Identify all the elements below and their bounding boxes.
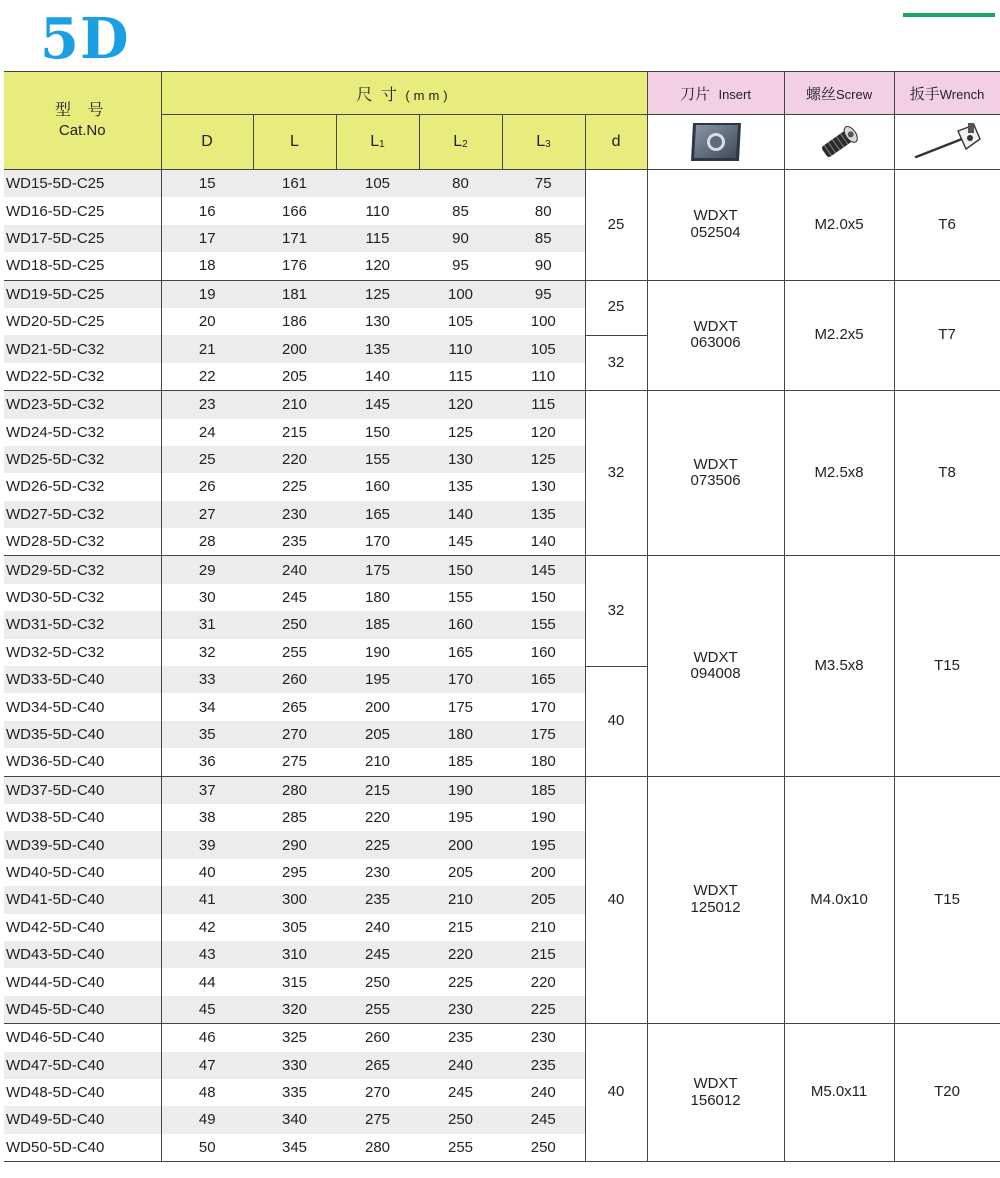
- cell-L: 230: [253, 501, 336, 528]
- cell-insert: WDXT 063006: [647, 280, 784, 391]
- cat-no-cell: WD23-5D-C32: [4, 391, 161, 419]
- cell-L: 235: [281, 533, 308, 551]
- cell-L1: 155: [336, 446, 419, 473]
- cell-shank-d: 40: [585, 666, 647, 776]
- header-col-L1: [336, 115, 419, 170]
- cell-L3: 135: [502, 501, 585, 528]
- cell-L: 260: [253, 666, 336, 693]
- cell-D: 34: [198, 698, 216, 716]
- header-dimensions-unit: (mm): [405, 87, 452, 103]
- cell-L3: 215: [502, 941, 585, 968]
- cat-no-cell: WD32-5D-C32: [4, 639, 161, 666]
- cell-L3: 90: [502, 252, 585, 280]
- cell-L2: 165: [447, 643, 474, 661]
- header-insert-en: Insert: [718, 86, 751, 102]
- header-screw-zh: 螺丝: [805, 85, 836, 103]
- cell-L: 205: [281, 367, 308, 385]
- cell-L: 295: [281, 863, 308, 881]
- cell-L2: 185: [447, 753, 474, 771]
- cell-L: 220: [253, 446, 336, 473]
- cat-no-cell: WD19-5D-C25: [4, 280, 161, 308]
- cell-L: 245: [281, 589, 308, 607]
- cell-L2: 110: [419, 335, 502, 362]
- cell-D: 47: [161, 1052, 253, 1079]
- cell-L3: 155: [502, 611, 585, 638]
- wrench-icon: [910, 119, 984, 165]
- cell-L2: 235: [419, 1024, 502, 1052]
- cell-L2: 205: [447, 863, 474, 881]
- header-col-L3: [502, 115, 585, 170]
- cell-D: 45: [161, 996, 253, 1024]
- header-cat-zh: 型 号: [55, 101, 110, 119]
- cell-L3: 130: [502, 473, 585, 500]
- cell-L1: 135: [336, 335, 419, 362]
- cell-L2: 115: [448, 367, 473, 385]
- cell-screw: M3.5x8: [784, 556, 894, 776]
- cell-D: 40: [198, 863, 216, 881]
- cell-L: 335: [281, 1084, 308, 1102]
- cell-L2: 80: [419, 170, 502, 198]
- cell-shank-d: 32: [585, 391, 647, 556]
- cell-L: 340: [253, 1106, 336, 1133]
- cell-L2: 130: [419, 446, 502, 473]
- cat-no-cell: WD45-5D-C40: [4, 996, 161, 1024]
- cat-no-cell: WD16-5D-C25: [4, 197, 161, 224]
- cell-L3: 85: [502, 225, 585, 252]
- cat-no-cell: WD38-5D-C40: [4, 804, 161, 831]
- cell-D: 20: [198, 313, 216, 331]
- cell-L1: 265: [336, 1052, 419, 1079]
- cell-L: 176: [281, 257, 308, 275]
- cell-L2: 215: [447, 918, 474, 936]
- cell-D: 33: [161, 666, 253, 693]
- cell-L: 270: [253, 721, 336, 748]
- cell-L: 200: [253, 335, 336, 362]
- header-col-d: d: [585, 115, 647, 170]
- header-screw: [784, 72, 894, 115]
- table-row: [4, 280, 1000, 308]
- cell-L2: 210: [419, 886, 502, 913]
- table-row: [4, 776, 1000, 804]
- cat-no-cell: WD48-5D-C40: [4, 1079, 161, 1106]
- header-cat-no: [4, 72, 161, 170]
- cell-D: 16: [198, 202, 216, 220]
- cat-no-cell: WD46-5D-C40: [4, 1024, 161, 1052]
- cell-L3: 145: [502, 556, 585, 584]
- cell-L3: 150: [502, 584, 585, 611]
- cell-insert: WDXT 052504: [647, 170, 784, 281]
- cell-L2: 250: [419, 1106, 502, 1133]
- cat-no-cell: WD36-5D-C40: [4, 748, 161, 776]
- header-wrench-en: Wrench: [939, 86, 985, 102]
- cell-L1: 205: [336, 721, 419, 748]
- cell-L2: 220: [419, 941, 502, 968]
- cell-D: 23: [161, 391, 253, 419]
- cell-L2: 85: [452, 202, 469, 220]
- cell-shank-d: 40: [585, 1024, 647, 1162]
- header-screw-en: Screw: [835, 86, 873, 102]
- spec-table-body: [4, 170, 1000, 1162]
- cat-no-cell: WD17-5D-C25: [4, 225, 161, 252]
- cell-D: 27: [161, 501, 253, 528]
- cell-shank-d: 32: [585, 556, 647, 666]
- cell-L2: 175: [447, 698, 474, 716]
- cell-D: 39: [161, 831, 253, 858]
- cell-L1: 150: [364, 423, 391, 441]
- cell-L2: 170: [419, 666, 502, 693]
- cell-L3: 205: [502, 886, 585, 913]
- cell-L2: 100: [419, 280, 502, 308]
- cell-L1: 130: [364, 313, 391, 331]
- cell-D: 22: [198, 367, 216, 385]
- cell-L2: 190: [419, 776, 502, 804]
- cell-L: 290: [253, 831, 336, 858]
- cell-L1: 275: [336, 1106, 419, 1133]
- cell-L: 240: [253, 556, 336, 584]
- cell-L: 315: [281, 973, 308, 991]
- cat-no-cell: WD33-5D-C40: [4, 666, 161, 693]
- cell-L1: 270: [364, 1084, 391, 1102]
- cat-no-cell: WD27-5D-C32: [4, 501, 161, 528]
- cell-L3: 250: [502, 1134, 585, 1162]
- cell-L: 225: [281, 478, 308, 496]
- cell-L1: 230: [364, 863, 391, 881]
- cell-L1: 160: [364, 478, 391, 496]
- cell-D: 48: [198, 1084, 216, 1102]
- cell-L2: 195: [447, 809, 474, 827]
- cell-L1: 125: [336, 280, 419, 308]
- cell-L1: 105: [336, 170, 419, 198]
- cell-L3: 220: [502, 968, 585, 995]
- header-col-L: L: [253, 115, 336, 170]
- cell-L1: 195: [336, 666, 419, 693]
- cell-L1: 175: [336, 556, 419, 584]
- cell-insert: WDXT 094008: [647, 556, 784, 776]
- cell-L1: 255: [336, 996, 419, 1024]
- cell-L: 305: [281, 918, 308, 936]
- cell-D: 19: [161, 280, 253, 308]
- table-row: [4, 556, 1000, 584]
- cell-L1: 110: [365, 202, 390, 220]
- cell-screw: M2.2x5: [784, 280, 894, 391]
- cell-L3: 195: [502, 831, 585, 858]
- cat-no-cell: WD26-5D-C32: [4, 473, 161, 500]
- cell-wrench: T7: [894, 280, 1000, 391]
- cell-D: 36: [198, 753, 216, 771]
- cell-L2: 230: [419, 996, 502, 1024]
- cell-D: 50: [161, 1134, 253, 1162]
- cell-L1: 180: [364, 589, 391, 607]
- cell-screw: M4.0x10: [784, 776, 894, 1024]
- insert-icon: [685, 119, 747, 165]
- cat-no-cell: WD42-5D-C40: [4, 914, 161, 941]
- cell-L1: 120: [364, 257, 391, 275]
- cell-L: 345: [253, 1134, 336, 1162]
- cell-D: 37: [161, 776, 253, 804]
- header-col-D: D: [161, 115, 253, 170]
- cell-L3: 110: [502, 363, 585, 391]
- cat-no-cell: WD15-5D-C25: [4, 170, 161, 198]
- cell-insert: WDXT 125012: [647, 776, 784, 1024]
- cell-L1: 185: [336, 611, 419, 638]
- cell-insert: WDXT 156012: [647, 1024, 784, 1162]
- cat-no-cell: WD28-5D-C32: [4, 528, 161, 556]
- header-col-L2-letter: L: [453, 133, 463, 150]
- cat-no-cell: WD43-5D-C40: [4, 941, 161, 968]
- cat-no-cell: WD50-5D-C40: [4, 1134, 161, 1162]
- header-wrench-zh: 扳手: [909, 85, 940, 103]
- cell-wrench: T20: [894, 1024, 1000, 1162]
- cell-L3: 200: [502, 859, 585, 886]
- cat-no-cell: WD39-5D-C40: [4, 831, 161, 858]
- cell-L2: 125: [447, 423, 474, 441]
- cell-D: 41: [161, 886, 253, 913]
- cell-insert: WDXT 073506: [647, 391, 784, 556]
- cat-no-cell: WD21-5D-C32: [4, 335, 161, 362]
- wrench-image: [894, 115, 1000, 170]
- header-dimensions: [161, 72, 647, 115]
- cell-D: 35: [161, 721, 253, 748]
- cell-L3: 160: [502, 639, 585, 666]
- cell-shank-d: 32: [585, 335, 647, 390]
- cell-L: 325: [253, 1024, 336, 1052]
- cell-L1: 220: [364, 809, 391, 827]
- cell-D: 30: [198, 589, 216, 607]
- cell-L2: 245: [447, 1084, 474, 1102]
- cell-wrench: T8: [894, 391, 1000, 556]
- cell-shank-d: 25: [585, 170, 647, 281]
- cell-D: 46: [161, 1024, 253, 1052]
- cell-L3: 75: [502, 170, 585, 198]
- cell-D: 28: [198, 533, 216, 551]
- cell-shank-d: 25: [585, 280, 647, 335]
- cell-L2: 240: [419, 1052, 502, 1079]
- cat-no-cell: WD44-5D-C40: [4, 968, 161, 995]
- header-col-L1-letter: L: [370, 133, 380, 150]
- cell-screw: M2.0x5: [784, 170, 894, 281]
- cell-L2: 150: [419, 556, 502, 584]
- header-col-L3-letter: L: [536, 133, 546, 150]
- header-col-L3-sub: 3: [545, 139, 551, 150]
- cell-L: 181: [253, 280, 336, 308]
- cell-D: 17: [161, 225, 253, 252]
- table-row: [4, 170, 1000, 198]
- cat-no-cell: WD40-5D-C40: [4, 859, 161, 886]
- cell-L2: 120: [419, 391, 502, 419]
- cell-D: 24: [198, 423, 216, 441]
- cell-L3: 165: [502, 666, 585, 693]
- cell-D: 29: [161, 556, 253, 584]
- cell-L: 171: [253, 225, 336, 252]
- cell-L2: 160: [419, 611, 502, 638]
- header-col-L1-sub: 1: [379, 139, 385, 150]
- cat-no-cell: WD34-5D-C40: [4, 693, 161, 720]
- cell-screw: M2.5x8: [784, 391, 894, 556]
- table-row: [4, 391, 1000, 419]
- cell-L: 330: [253, 1052, 336, 1079]
- cell-D: 21: [161, 335, 253, 362]
- cell-wrench: T15: [894, 556, 1000, 776]
- cell-L1: 245: [336, 941, 419, 968]
- cat-no-cell: WD29-5D-C32: [4, 556, 161, 584]
- cell-L2: 180: [419, 721, 502, 748]
- cell-D: 49: [161, 1106, 253, 1133]
- insert-image: [647, 115, 784, 170]
- cell-L3: 235: [502, 1052, 585, 1079]
- cell-L3: 175: [502, 721, 585, 748]
- cell-L: 265: [281, 698, 308, 716]
- header-dimensions-label: 尺 寸: [356, 86, 399, 104]
- cat-no-cell: WD18-5D-C25: [4, 252, 161, 280]
- cell-L3: 140: [502, 528, 585, 556]
- cell-L: 186: [281, 313, 308, 331]
- cell-L3: 225: [502, 996, 585, 1024]
- cell-L1: 250: [364, 973, 391, 991]
- cell-L1: 145: [336, 391, 419, 419]
- cell-L2: 255: [419, 1134, 502, 1162]
- screw-icon: [811, 119, 867, 165]
- cat-no-cell: WD22-5D-C32: [4, 363, 161, 391]
- accent-bar: [903, 13, 995, 17]
- header-wrench: [894, 72, 1000, 115]
- cell-D: 42: [198, 918, 216, 936]
- cell-L2: 140: [419, 501, 502, 528]
- cat-no-cell: WD25-5D-C32: [4, 446, 161, 473]
- cat-no-cell: WD49-5D-C40: [4, 1106, 161, 1133]
- cell-L: 255: [281, 643, 308, 661]
- cell-L: 250: [253, 611, 336, 638]
- cell-L1: 165: [336, 501, 419, 528]
- cell-L3: 240: [502, 1079, 585, 1106]
- cat-no-cell: WD31-5D-C32: [4, 611, 161, 638]
- cell-L: 215: [281, 423, 308, 441]
- cell-D: 18: [198, 257, 216, 275]
- cat-no-cell: WD47-5D-C40: [4, 1052, 161, 1079]
- cell-L: 300: [253, 886, 336, 913]
- cell-wrench: T15: [894, 776, 1000, 1024]
- cell-L2: 90: [419, 225, 502, 252]
- cell-L: 320: [253, 996, 336, 1024]
- screw-image: [784, 115, 894, 170]
- cell-L3: 170: [502, 693, 585, 720]
- cell-L: 210: [253, 391, 336, 419]
- cell-L2: 135: [447, 478, 474, 496]
- cell-wrench: T6: [894, 170, 1000, 281]
- cell-L3: 185: [502, 776, 585, 804]
- cell-L: 280: [253, 776, 336, 804]
- cell-L: 275: [281, 753, 308, 771]
- cell-L2: 105: [447, 313, 474, 331]
- cell-D: 25: [161, 446, 253, 473]
- cell-D: 43: [161, 941, 253, 968]
- cell-L2: 95: [452, 257, 469, 275]
- cell-L1: 235: [336, 886, 419, 913]
- cell-L1: 260: [336, 1024, 419, 1052]
- cell-L: 166: [281, 202, 308, 220]
- cell-shank-d: 40: [585, 776, 647, 1024]
- cell-L3: 125: [502, 446, 585, 473]
- header-cat-en: Cat.No: [58, 122, 106, 140]
- cell-L: 310: [253, 941, 336, 968]
- cell-L3: 115: [502, 391, 585, 419]
- cat-no-cell: WD30-5D-C32: [4, 584, 161, 611]
- cell-L2: 145: [447, 533, 474, 551]
- cell-L2: 200: [419, 831, 502, 858]
- cell-L2: 155: [447, 589, 474, 607]
- table-row: [4, 1024, 1000, 1052]
- cell-D: 15: [161, 170, 253, 198]
- cell-L3: 95: [502, 280, 585, 308]
- cell-L1: 240: [364, 918, 391, 936]
- cell-screw: M5.0x11: [784, 1024, 894, 1162]
- cell-L3: 210: [502, 914, 585, 941]
- cat-no-cell: WD37-5D-C40: [4, 776, 161, 804]
- header-insert-zh: 刀片: [680, 85, 711, 103]
- cat-no-cell: WD41-5D-C40: [4, 886, 161, 913]
- cell-L2: 225: [447, 973, 474, 991]
- cat-no-cell: WD35-5D-C40: [4, 721, 161, 748]
- cell-L3: 245: [502, 1106, 585, 1133]
- cat-no-cell: WD20-5D-C25: [4, 308, 161, 335]
- cell-L3: 230: [502, 1024, 585, 1052]
- cell-L1: 200: [364, 698, 391, 716]
- cell-L1: 170: [364, 533, 391, 551]
- cell-L1: 280: [336, 1134, 419, 1162]
- page-title: 5D: [40, 6, 130, 72]
- cell-L3: 105: [502, 335, 585, 362]
- cell-L3: 190: [502, 804, 585, 831]
- cat-no-cell: WD24-5D-C32: [4, 419, 161, 446]
- spec-table: [4, 71, 1000, 1162]
- cell-D: 38: [198, 809, 216, 827]
- cell-L1: 210: [364, 753, 391, 771]
- cell-L1: 115: [336, 225, 419, 252]
- header-col-L2: [419, 115, 502, 170]
- cell-D: 32: [198, 643, 216, 661]
- cell-L1: 215: [336, 776, 419, 804]
- cell-L1: 225: [336, 831, 419, 858]
- header-col-L2-sub: 2: [462, 139, 468, 150]
- cell-D: 44: [198, 973, 216, 991]
- cell-L: 161: [253, 170, 336, 198]
- cell-L3: 80: [502, 197, 585, 224]
- cell-L1: 140: [364, 367, 391, 385]
- cell-L3: 120: [502, 419, 585, 446]
- cell-L1: 190: [364, 643, 391, 661]
- cell-D: 26: [198, 478, 216, 496]
- cell-L3: 100: [502, 308, 585, 335]
- cell-L: 285: [281, 809, 308, 827]
- cell-L3: 180: [502, 748, 585, 776]
- header-insert: [647, 72, 784, 115]
- cell-D: 31: [161, 611, 253, 638]
